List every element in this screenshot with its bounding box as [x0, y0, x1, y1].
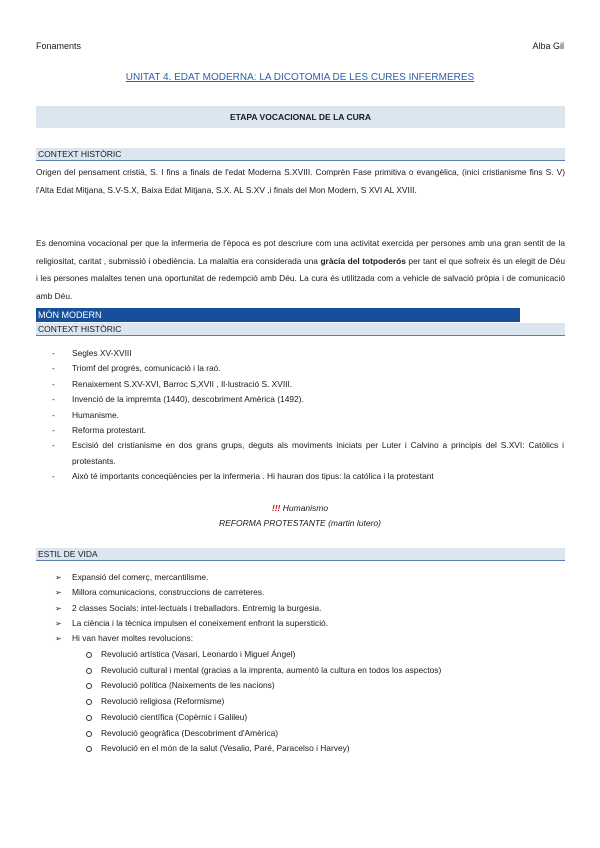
header-left: Fonaments [36, 41, 82, 51]
arrow-marker: ➢ [55, 618, 62, 628]
sub-list-item: Revolució geogràfica (Descobriment d'Amèrica) [0, 726, 600, 742]
note-reforma: REFORMA PROTESTANTE (martin lutero) [219, 518, 381, 528]
sub-list-item: Revolució política (Naixements de les nacions) [0, 678, 600, 694]
arrow-marker: ➢ [55, 573, 62, 582]
arrow-marker: ➢ [55, 634, 62, 644]
circle-bullet-icon [86, 652, 92, 658]
sub-list-item: Revolució religiosa (Reformisme) [0, 694, 600, 710]
sub-list-item: Revolució cultural i mental (gracias a la imprenta, aumentó la cultura en todos los aspectos) [0, 663, 600, 679]
dash-marker: - [52, 425, 55, 436]
sub-list-item: Revolució científica (Copèrnic i Galileu) [0, 710, 600, 726]
mon-modern-list [0, 346, 600, 485]
circle-bullet-icon [86, 699, 92, 705]
list-item: ➢ 2 classes Socials: intel·lectuals i treballadors. Entremig la burgesia. [0, 601, 600, 616]
document-title: UNITAT 4. EDAT MODERNA: LA DICOTOMIA DE LES CURES INFERMERES [125, 72, 475, 83]
dash-marker: - [52, 471, 55, 482]
context-paragraph-2 [36, 235, 565, 305]
circle-bullet-icon [86, 683, 92, 689]
circle-bullet-icon [86, 731, 92, 737]
circle-bullet-icon [86, 715, 92, 721]
dash-marker: - [52, 363, 55, 374]
section-context-historic: CONTEXT HISTÒRIC [36, 148, 565, 161]
section-context-historic-2: CONTEXT HISTÒRIC [36, 323, 565, 336]
circle-bullet-icon [86, 746, 92, 752]
dash-marker: - [52, 394, 55, 405]
list-item: - Segles XV-XVIII [0, 346, 600, 361]
estil-list [0, 570, 600, 646]
paragraph-2-start: Es denomina vocacional per que la infermeria de l'època es pot descriure com una activitat exercida per persones amb una gran sentit de la religiositat, caritat , submissió i obediència. La malaltia era considerada una [36, 238, 565, 266]
circle-bullet-icon [86, 668, 92, 674]
alert-mark: !!! [271, 503, 281, 513]
list-item: ➢ Millora comunicacions, construccions de carreteres. [0, 585, 600, 600]
arrow-marker: ➢ [55, 603, 62, 613]
list-item: - Invenció de la impremta (1440), descobriment Amèrica (1492). [0, 392, 600, 407]
list-item: - Humanisme. [0, 408, 600, 423]
list-item: - Reforma protestant. [0, 423, 600, 438]
list-item: ➢ La ciència i la tècnica impulsen el coneixement enfront la superstició. [0, 616, 600, 631]
list-item: ➢ Expansió del comerç, mercantilisme. [0, 570, 600, 585]
stage-banner: ETAPA VOCACIONAL DE LA CURA [36, 106, 565, 128]
dash-marker: - [52, 440, 55, 451]
sub-list-item: Revolució en el món de la salut (Vesalio, Paré, Paracelso i Harvey) [0, 741, 600, 757]
list-item: - Triomf del progrés, comunicació i la raó. [0, 361, 600, 376]
paragraph-2-bold: gràcia del totpoderós [320, 255, 406, 266]
list-item: - Això té importants conceqüències per la infermeria . Hi hauran dos tipus: la católica i la protestant [0, 469, 600, 484]
arrow-marker: ➢ [55, 588, 62, 598]
paragraph-2-end: per tant el que sofreix és un elegit de Déu i les persones malaltes tenen una oportunitat de redempció amb Déu. La cura és utilitzada com a vehicle de salvació pròpia i de comunicació amb Déu. [36, 255, 565, 301]
header-right: Alba Gil [532, 41, 564, 51]
note-humanismo: !!! Humanismo [271, 503, 329, 513]
section-mon-modern: MÓN MODERN [36, 308, 520, 322]
sub-list-item: Revolució artística (Vasari, Leonardo i Miguel Ángel) [0, 647, 600, 663]
dash-marker: - [52, 409, 55, 420]
context-paragraph-1: Origen del pensament cristià, S. I fins a finals de l'edat Moderna S.XVIII. Comprèn Fase primitiva o evangèlica, (inici cristianisme fins S. V) l'Alta Edat Mitjana, S.V-S.X, Baixa Edat Mitjana, S.X. AL S.XV ,i finals del Mon Modern, S XVI AL XVIII. [36, 167, 565, 195]
revolutions-list [0, 647, 600, 757]
dash-marker: - [52, 348, 55, 358]
dash-marker: - [52, 378, 55, 389]
list-item: ➢ Hi van haver moltes revolucions: [0, 631, 600, 646]
list-item: - Escisió del cristianisme en dos grans grups, deguts als moviments iniciats per Luter i Calvino a principis del S.XVI: Catòlics i protestants. [52, 440, 564, 466]
section-estil-de-vida: ESTIL DE VIDA [36, 548, 565, 561]
list-item: - Renaixement S.XV-XVI, Barroc S,XVII , Il·lustració S. XVIII. [0, 377, 600, 392]
